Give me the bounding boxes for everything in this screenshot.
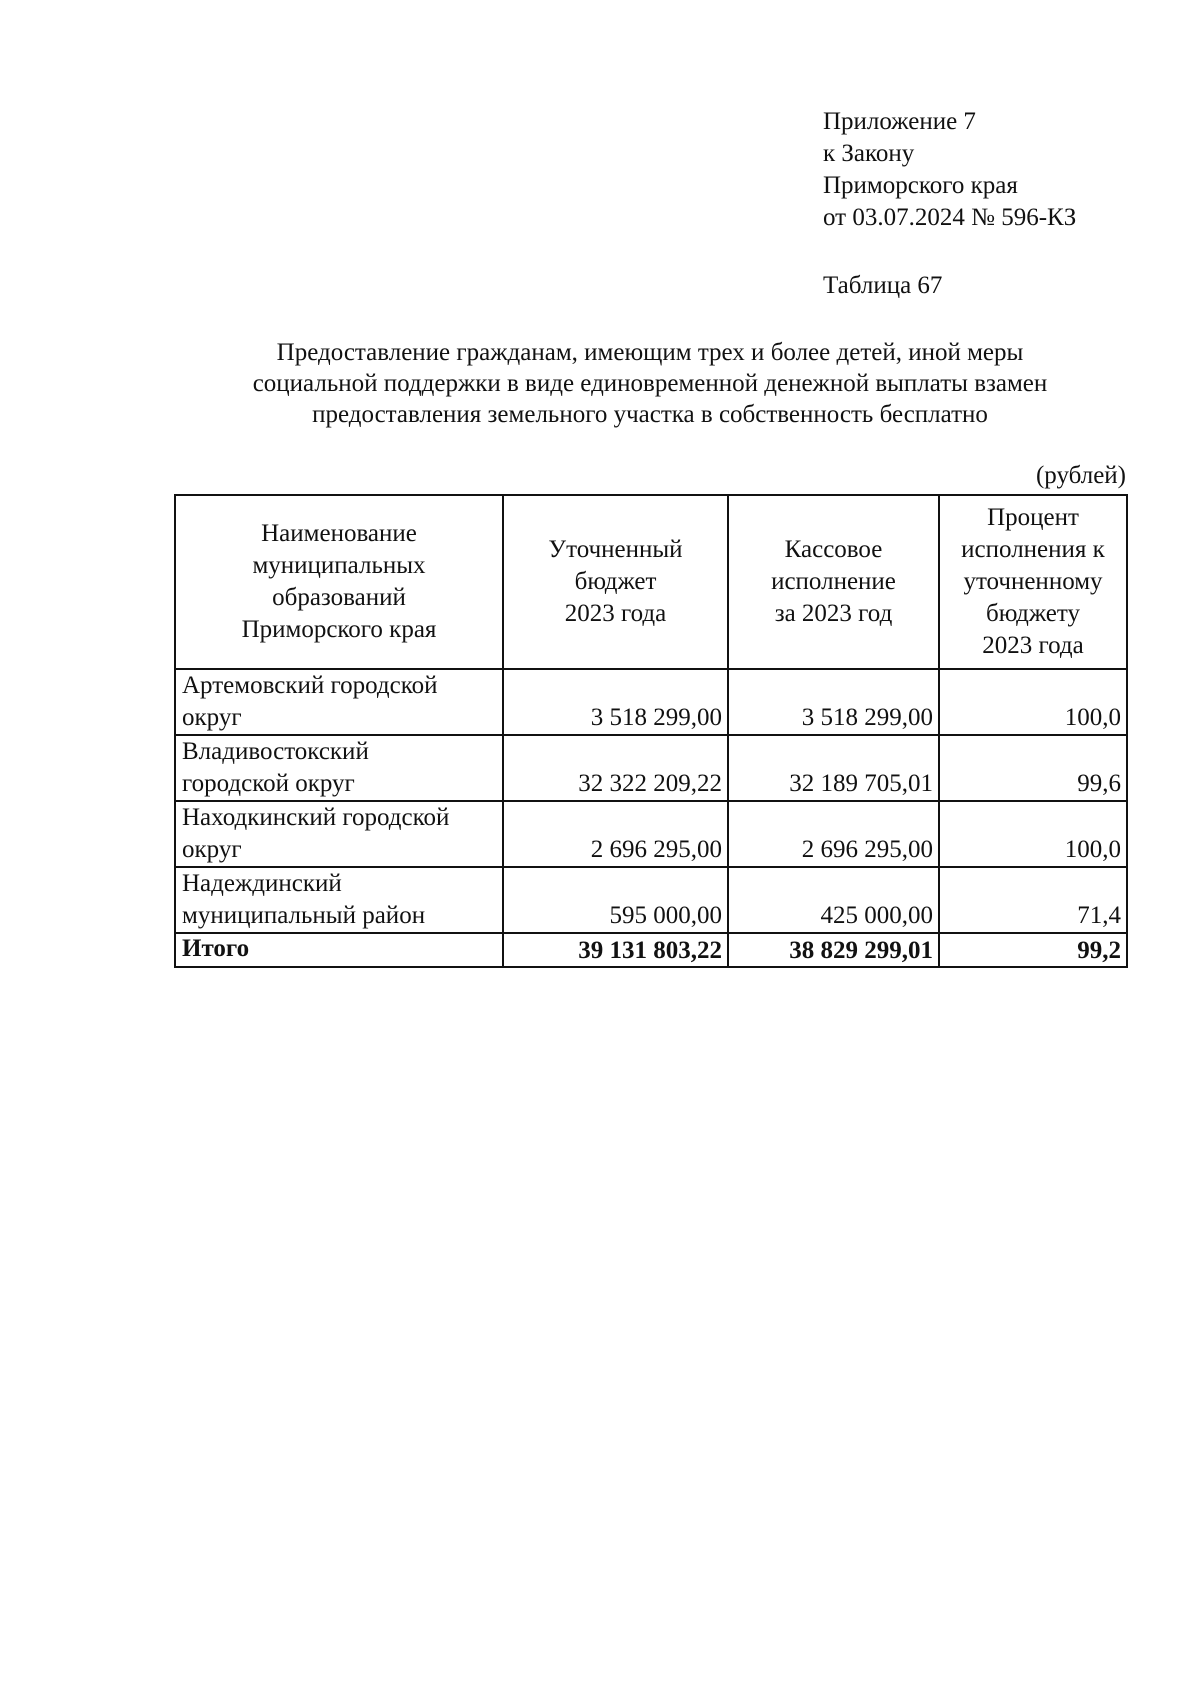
- table-row: [175, 801, 1127, 867]
- total-row: [175, 933, 1127, 967]
- header-percent: Процент исполнения к уточненному бюджету 2023 года: [939, 495, 1127, 669]
- execution-cell: 32 189 705,01: [728, 735, 939, 801]
- table-row: [175, 867, 1127, 933]
- header-budget: Уточненный бюджет 2023 года: [503, 495, 728, 669]
- appendix-line: от 03.07.2024 № 596-КЗ: [823, 204, 1077, 231]
- units-label: (рублей): [1035, 462, 1126, 489]
- municipality-cell: Артемовский городской округ: [175, 669, 503, 735]
- execution-cell: 2 696 295,00: [728, 801, 939, 867]
- title-line: социальной поддержки в виде единовременной денежной выплаты взамен: [252, 370, 1048, 397]
- budget-cell: 2 696 295,00: [503, 801, 728, 867]
- header-name: Наименование муниципальных образований Приморского края: [175, 495, 503, 669]
- appendix-line: Приложение 7: [823, 108, 976, 135]
- table-row: [175, 669, 1127, 735]
- appendix-line: к Закону: [823, 140, 915, 167]
- percent-cell: 71,4: [939, 867, 1127, 933]
- document-title: [150, 337, 1150, 430]
- municipality-cell: Находкинский городской округ: [175, 801, 503, 867]
- budget-cell: 3 518 299,00: [503, 669, 728, 735]
- title-line: Предоставление гражданам, имеющим трех и более детей, иной меры: [276, 339, 1024, 366]
- budget-cell: 32 322 209,22: [503, 735, 728, 801]
- municipality-cell: Владивостокский городской округ: [175, 735, 503, 801]
- appendix-block: [823, 106, 1076, 234]
- budget-table: [174, 494, 1128, 968]
- total-label: Итого: [175, 933, 503, 967]
- appendix-line: Приморского края: [823, 172, 1018, 199]
- execution-cell: 3 518 299,00: [728, 669, 939, 735]
- municipality-cell: Надеждинский муниципальный район: [175, 867, 503, 933]
- budget-cell: 595 000,00: [503, 867, 728, 933]
- header-execution: Кассовое исполнение за 2023 год: [728, 495, 939, 669]
- title-line: предоставления земельного участка в собственность бесплатно: [312, 401, 988, 428]
- table-number: Таблица 67: [823, 272, 943, 299]
- percent-cell: 100,0: [939, 801, 1127, 867]
- percent-cell: 100,0: [939, 669, 1127, 735]
- total-execution-cell: 38 829 299,01: [728, 933, 939, 967]
- table-row: [175, 735, 1127, 801]
- execution-cell: 425 000,00: [728, 867, 939, 933]
- percent-cell: 99,6: [939, 735, 1127, 801]
- total-percent-cell: 99,2: [939, 933, 1127, 967]
- header-row: [175, 495, 1127, 669]
- total-budget-cell: 39 131 803,22: [503, 933, 728, 967]
